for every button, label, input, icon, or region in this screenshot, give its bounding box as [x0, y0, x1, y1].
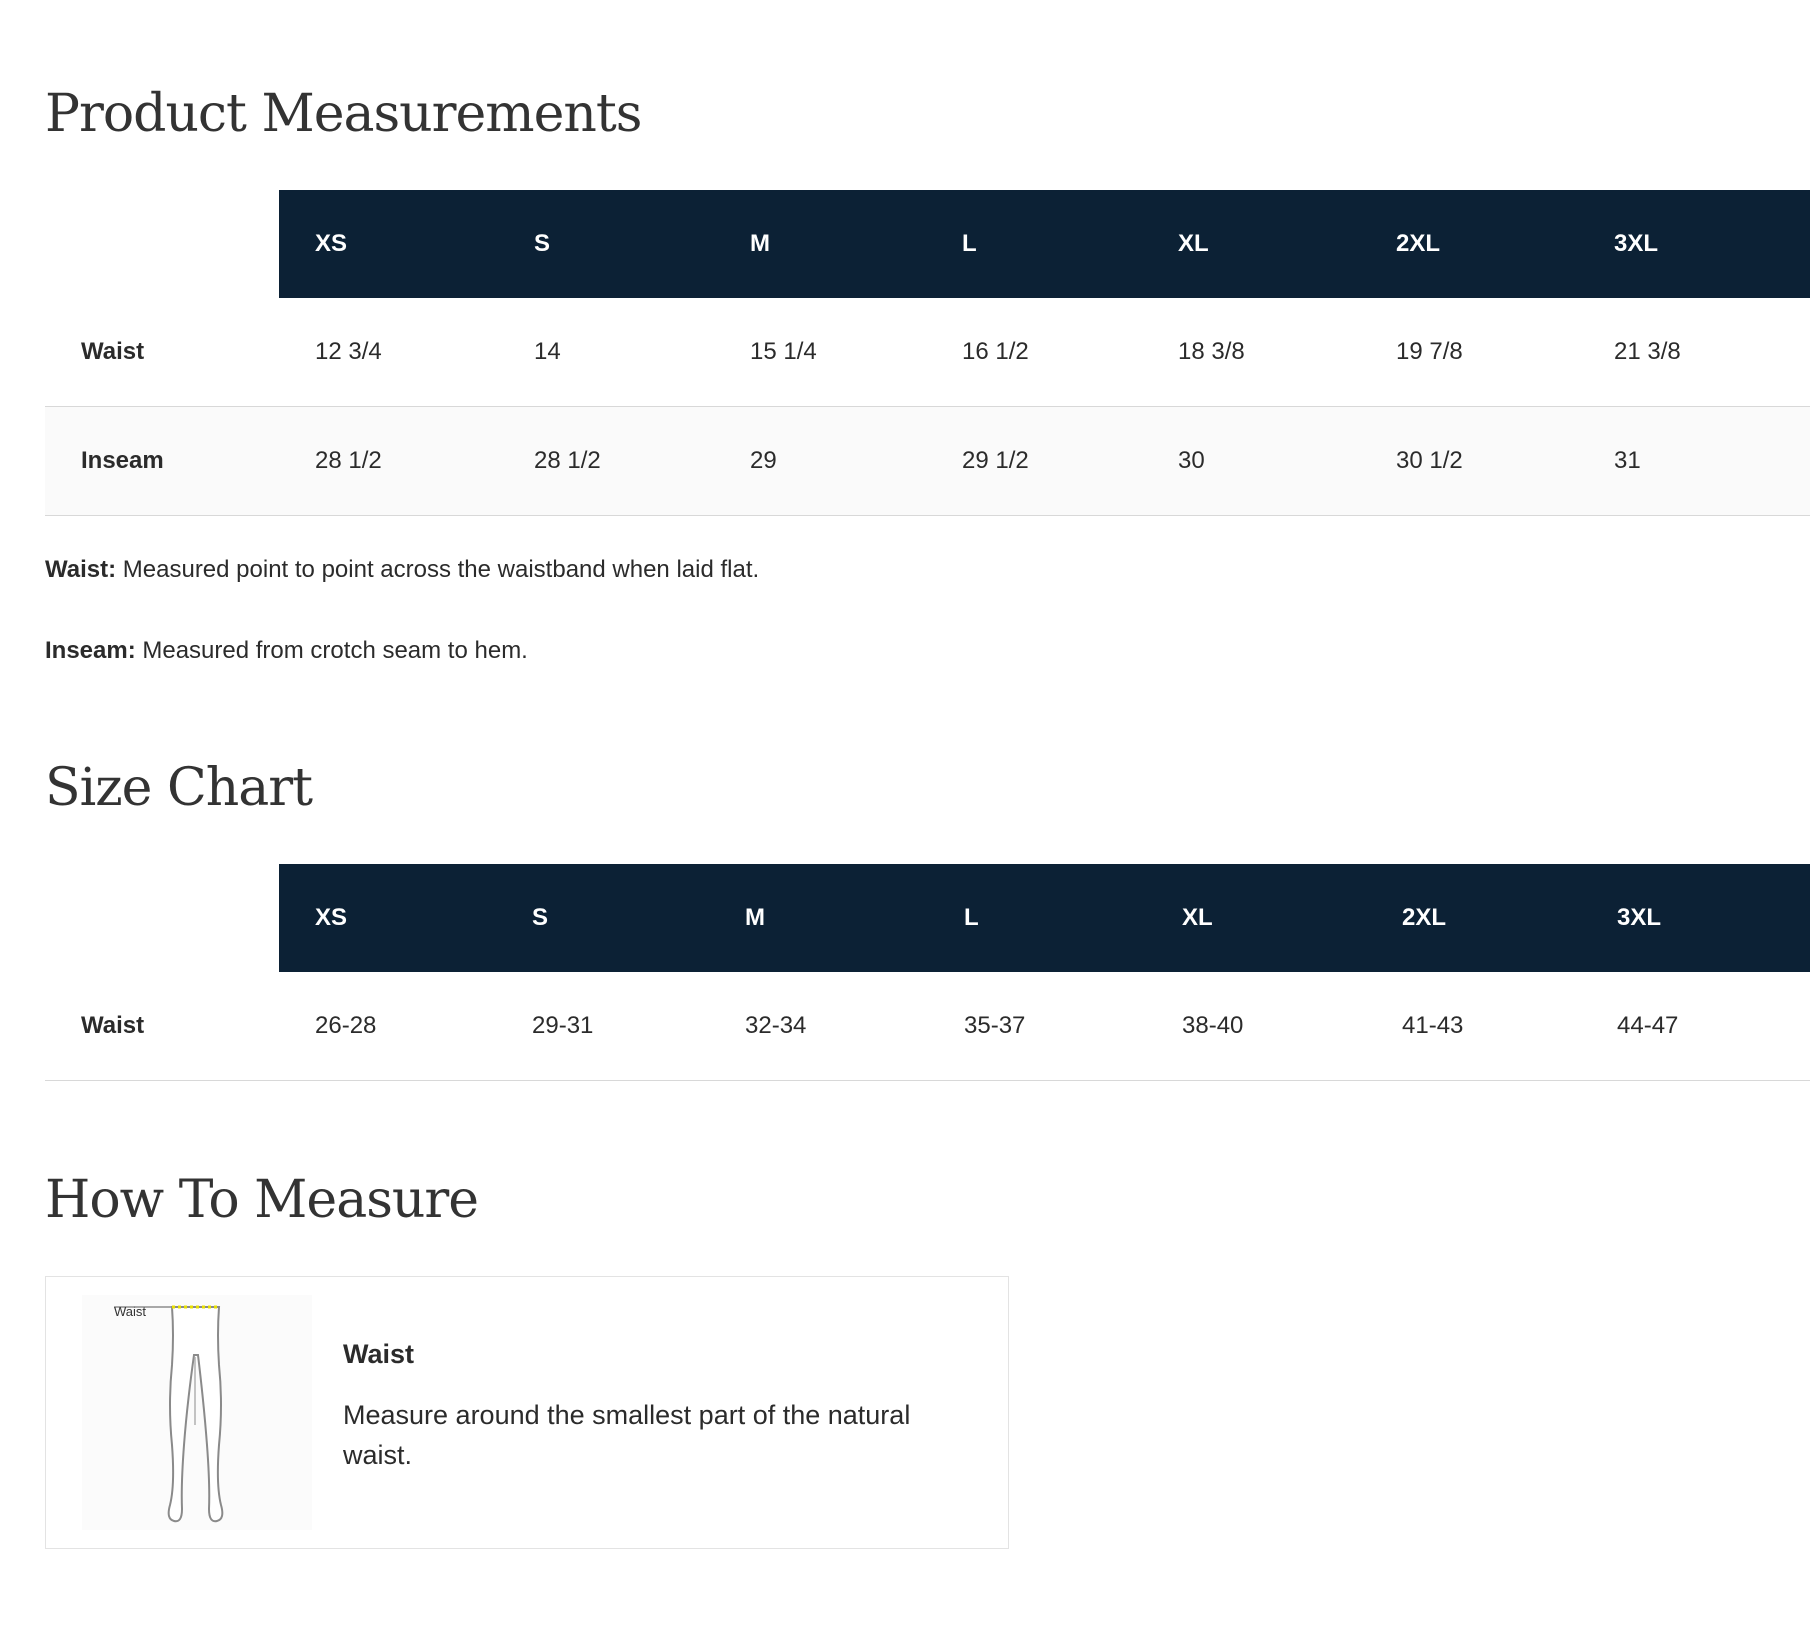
note-text: Measured from crotch seam to hem. — [135, 637, 528, 664]
measure-item-title: Waist — [343, 1339, 415, 1369]
table-cell: 32-34 — [709, 972, 928, 1081]
note-term: Inseam: — [45, 637, 136, 664]
size-header: 2XL — [1360, 190, 1578, 298]
size-header: 3XL — [1578, 190, 1810, 298]
size-header: XL — [1142, 190, 1360, 298]
table-cell: 41-43 — [1366, 972, 1581, 1081]
size-header: M — [714, 190, 926, 298]
table-cell: 28 1/2 — [279, 407, 498, 516]
table-row — [45, 972, 1810, 1081]
how-to-measure-title: How To Measure — [45, 1170, 479, 1230]
table-cell: 14 — [498, 298, 714, 407]
table-cell: 31 — [1578, 407, 1810, 516]
table-header-row — [45, 190, 1810, 298]
measure-item-text: Measure around the smallest part of the natural waist. — [343, 1400, 911, 1470]
table-cell: 21 3/8 — [1578, 298, 1810, 407]
table-corner-cell — [45, 190, 279, 298]
product-measurements-table — [45, 190, 1810, 516]
table-cell: 26-28 — [279, 972, 496, 1081]
size-header: XS — [279, 864, 496, 972]
table-row — [45, 407, 1810, 516]
table-cell: 35-37 — [928, 972, 1146, 1081]
table-cell: 30 — [1142, 407, 1360, 516]
table-cell: 38-40 — [1146, 972, 1366, 1081]
table-cell: 12 3/4 — [279, 298, 498, 407]
size-header: 2XL — [1366, 864, 1581, 972]
table-cell: 19 7/8 — [1360, 298, 1578, 407]
inseam-note — [45, 637, 528, 665]
size-header: XL — [1146, 864, 1366, 972]
figure-waist-label: Waist — [114, 1304, 147, 1319]
measure-card — [45, 1276, 1009, 1549]
note-text: Measured point to point across the waistband when laid flat. — [116, 556, 760, 583]
table-cell: 29 1/2 — [926, 407, 1142, 516]
size-header: L — [926, 190, 1142, 298]
table-cell: 29-31 — [496, 972, 709, 1081]
table-cell: 29 — [714, 407, 926, 516]
table-corner-cell — [45, 864, 279, 972]
table-cell: 30 1/2 — [1360, 407, 1578, 516]
size-chart-table — [45, 864, 1810, 1081]
size-header: S — [496, 864, 709, 972]
size-header: L — [928, 864, 1146, 972]
table-cell: 28 1/2 — [498, 407, 714, 516]
leggings-diagram-icon — [82, 1295, 312, 1530]
size-header: XS — [279, 190, 498, 298]
size-header: M — [709, 864, 928, 972]
table-cell: 16 1/2 — [926, 298, 1142, 407]
table-cell: 44-47 — [1581, 972, 1810, 1081]
size-header: 3XL — [1581, 864, 1810, 972]
size-header: S — [498, 190, 714, 298]
row-label-waist: Waist — [45, 298, 279, 407]
table-header-row — [45, 864, 1810, 972]
size-chart-title: Size Chart — [45, 758, 312, 818]
product-measurements-title: Product Measurements — [45, 84, 642, 144]
table-cell: 18 3/8 — [1142, 298, 1360, 407]
waist-note — [45, 556, 759, 584]
row-label-inseam: Inseam — [45, 407, 279, 516]
table-cell: 15 1/4 — [714, 298, 926, 407]
row-label-waist: Waist — [45, 972, 279, 1081]
table-row — [45, 298, 1810, 407]
note-term: Waist: — [45, 556, 117, 583]
